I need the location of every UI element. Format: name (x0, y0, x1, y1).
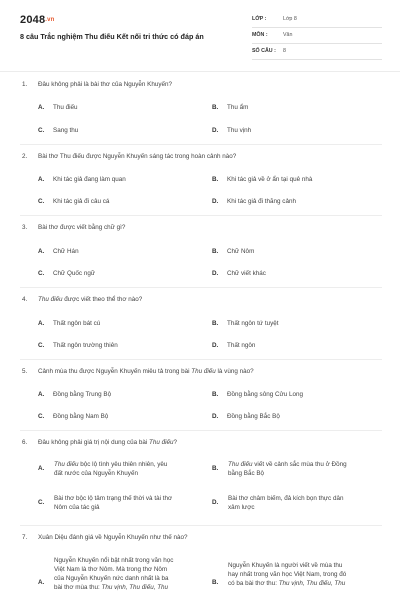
question-divider (20, 287, 382, 288)
question-text: Xuân Diệu đánh giá về Nguyễn Khuyến như thế nào? (38, 534, 188, 541)
question-text: Đâu không phải là bài thơ của Nguyễn Khuyến? (38, 81, 173, 88)
question-text: Bài thơ được viết bằng chữ gì? (38, 224, 126, 231)
quiz-page: 2048.vn 8 câu Trắc nghiệm Thu điếu Kết nối tri thức có đáp án LỚP : Lớp 8 MÔN : Văn SỐ CÂU : 8 1. Đâu không phải là bài thơ của Nguyễn Khuyến? A. Thu điếu B. Thu ẩm C. Sang thu D. Thu vịnh 2. Bài thơ Thu điếu được Nguyễn Khuyến sáng tác trong hoàn cảnh nào? A. Khi tác giả đang làm quan B. Khi tác giả về ở ẩn tại quê nhà C. Khi tác giả đi câu cá D. Khi tác giả đi thăng cảnh 3. Bài thơ được viết bằng chữ gì? A. Chữ Hán B. Chữ Nôm C. Chữ Quốc ngữ D. Chữ viết khác 4. Thu điếu được viết theo thể thơ nào? A. Thất ngôn bát cú B. Thất ngôn tứ tuyệt C. Thất ngôn trường thiên D. Thất ngôn 5. Cảnh mùa thu được Nguyễn Khuyến miêu tả trong bài Thu điếu là vùng nào? A. Đồng bằng Trung Bộ B. Đồng bằng sông Cửu Long C. Đồng bằng Nam Bộ D. Đồng bằng Bắc Bộ 6. Đâu không phải giá trị nội dung của bài Thu điếu? A. Thu điếu bộc lộ tình yêu thiên nhiên, yêu đất nước của Nguyễn Khuyến B. Thu điếu viết về cảnh sắc mùa thu ở Đồng bằng Bắc Bộ C. Bài thơ bộc lộ tâm trạng thế thời và tài thơ Nôm của tác giả D. Bài thơ châm biếm, đả kích bọn thực dân xâm lược 7. Xuân Diệu đánh giá về Nguyễn Khuyến như thế nào? A. Nguyễn Khuyến nổi bật nhất trong văn học Việt Nam là thơ Nôm. Mà trong thơ Nôm của Nguyễn Khuyến nức danh nhất là ba bài thơ mùa thu: Thu vịnh, Thu điếu, Thu B. Nguyễn Khuyến là người viết về mùa thu hay nhất trong văn học Việt Nam, trong đó có ba bài thơ thu: Thu vịnh, Thu điếu, Thu (0, 0, 400, 600)
question-divider (20, 144, 382, 145)
header-divider (0, 71, 400, 72)
question-divider (20, 359, 382, 360)
page-header (0, 0, 400, 70)
meta-subject: MÔN : Văn (252, 30, 382, 44)
question-divider (20, 215, 382, 216)
question-text: Đâu không phải giá trị nội dung của bài Thu điếu? (38, 439, 178, 446)
quiz-title: 8 câu Trắc nghiệm Thu điếu Kết nối tri thức có đáp án (20, 32, 204, 41)
question-text: Thu điếu được viết theo thể thơ nào? (38, 296, 143, 303)
question-divider (20, 525, 382, 526)
question-divider (20, 430, 382, 431)
meta-grade: LỚP : Lớp 8 (252, 14, 382, 28)
question-text: Bài thơ Thu điếu được Nguyễn Khuyến sáng tác trong hoàn cảnh nào? (38, 153, 237, 160)
question-text: Cảnh mùa thu được Nguyễn Khuyến miêu tả trong bài Thu điếu là vùng nào? (38, 368, 254, 375)
meta-question-count: SỐ CÂU : 8 (252, 46, 382, 60)
site-logo[interactable]: 2048.vn (20, 14, 55, 26)
